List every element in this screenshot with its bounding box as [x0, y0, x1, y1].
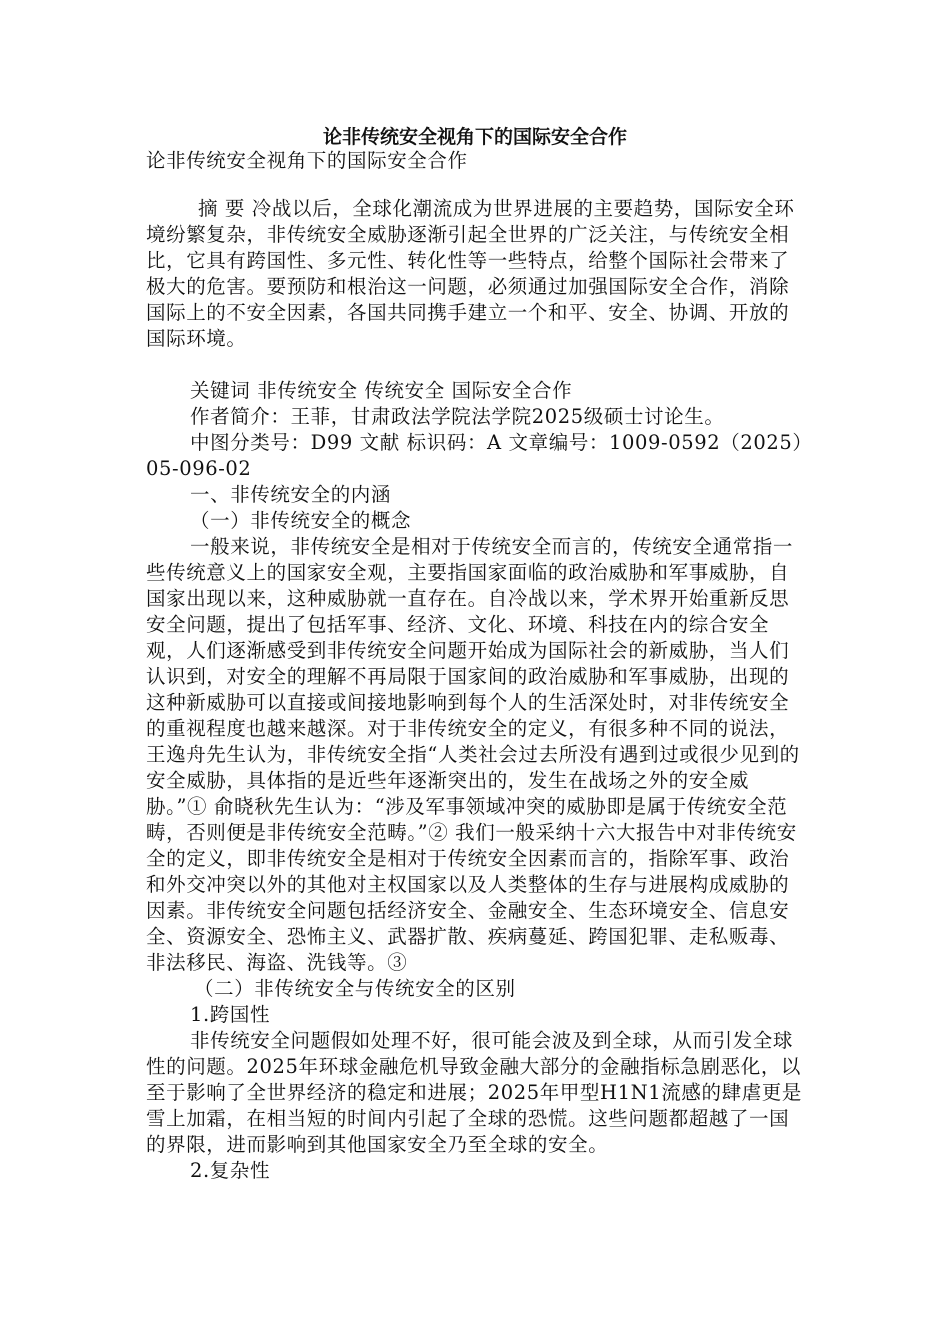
- classification-line: 中图分类号：D99 文献 标识码：A 文章编号：1009-0592（2025）05-096-02: [146, 431, 803, 480]
- spacer: [146, 352, 806, 378]
- item-heading: 1.跨国性: [190, 1003, 271, 1026]
- section-heading: 一、非传统安全的内涵: [190, 483, 392, 506]
- body-paragraph: 一般来说，非传统安全是相对于传统安全而言的，传统安全通常指一些传统意义上的国家安全观，主要指国家面临的政治威胁和军事威胁，自国家出现以来，这种威胁就一直存在。自冷战以来，学术界开始重新反思安全问题，提出了包括军事、经济、文化、环境、科技在内的综合安全观，人们逐渐感受到非传统安全问题开始成为国际社会的新威胁，当人们认识到，对安全的理解不再局限于国家间的政治威胁和军事威胁，出现的这种新威胁可以直接或间接地影响到每个人的生活深处时，对非传统安全的重视程度也越来越深。对于非传统安全的定义，有很多种不同的说法，王逸舟先生认为，非传统安全指“人类社会过去所没有遇到过或很少见到的安全威胁，具体指的是近些年逐渐突出的，发生在战场之外的安全威胁。”① 俞晓秋先生认为：“涉及军事领域冲突的威胁即是属于传统安全范畴，否则便是非传统安全范畴。”② 我们一般采纳十六大报告中对非传统安全的定义，即非传统安全是相对于传统安全因素而言的，指除军事、政治和外交冲突以外的其他对主权国家以及人类整体的生存与进展构成威胁的因素。非传统安全问题包括经济安全、金融安全、生态环境安全、信息安全、资源安全、恐怖主义、武器扩散、疾病蔓延、跨国犯罪、走私贩毒、非法移民、海盗、洗钱等。③: [146, 535, 800, 974]
- spacer: [146, 174, 806, 196]
- document-body: [146, 148, 806, 1184]
- item-heading: 2.复杂性: [190, 1159, 271, 1182]
- author-line: 作者简介：王菲，甘肃政法学院法学院2025级硕士讨论生。: [190, 405, 725, 428]
- subsection-heading: （一）非传统安全的概念: [190, 509, 412, 532]
- subsection-heading: （二）非传统安全与传统安全的区别: [194, 977, 516, 1000]
- abstract-paragraph: 摘 要 冷战以后，全球化潮流成为世界进展的主要趋势，国际安全环境纷繁复杂，非传统安全威胁逐渐引起全世界的广泛关注，与传统安全相比，它具有跨国性、多元性、转化性等一些特点，给整个国际社会带来了极大的危害。要预防和根治这一问题，必须通过加强国际安全合作，消除国际上的不安全因素，各国共同携手建立一个和平、安全、协调、开放的国际环境。: [146, 197, 795, 350]
- document-subtitle: 论非传统安全视角下的国际安全合作: [146, 149, 468, 172]
- body-paragraph: 非传统安全问题假如处理不好，很可能会波及到全球，从而引发全球性的问题。2025年环球金融危机导致金融大部分的金融指标急剧恶化，以至于影响了全世界经济的稳定和进展；2025年甲型H1N1流感的肆虐更是雪上加霜，在相当短的时间内引起了全球的恐慌。这些问题都超越了一国的界限，进而影响到其他国家安全乃至全球的安全。: [146, 1029, 803, 1156]
- document-title: 论非传统安全视角下的国际安全合作: [322, 126, 627, 148]
- keywords-line: 关键词 非传统安全 传统安全 国际安全合作: [190, 379, 573, 402]
